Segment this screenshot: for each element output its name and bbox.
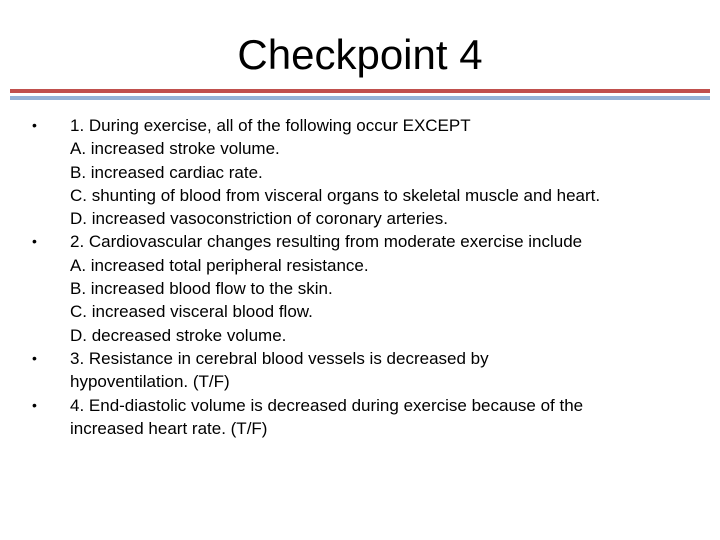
- answer-option: D. decreased stroke volume.: [70, 325, 287, 345]
- question-text: 3. Resistance in cerebral blood vessels is decreased by: [70, 348, 489, 368]
- question-list: [32, 114, 702, 440]
- answer-option: B. increased cardiac rate.: [70, 162, 263, 182]
- bullet-icon: •: [32, 396, 37, 413]
- question-item-1: [32, 114, 702, 230]
- bullet-icon: •: [32, 117, 37, 133]
- answer-option: B. increased blood flow to the skin.: [70, 279, 333, 299]
- title-underline-blue: [10, 96, 710, 100]
- question-text: 2. Cardiovascular changes resulting from moderate exercise include: [70, 232, 583, 252]
- bullet-icon: •: [32, 349, 37, 366]
- question-text-continued: hypoventilation. (T/F): [70, 372, 230, 392]
- bullet-icon: •: [32, 233, 37, 250]
- answer-option: A. increased stroke volume.: [70, 139, 280, 159]
- answer-option: D. increased vasoconstriction of coronary arteries.: [70, 209, 448, 229]
- answer-option: C. increased visceral blood flow.: [70, 302, 313, 322]
- question-item-4: [32, 394, 702, 441]
- question-text: 1. During exercise, all of the following occur EXCEPT: [70, 116, 471, 135]
- question-item-3: [32, 347, 702, 394]
- question-text-continued: increased heart rate. (T/F): [70, 418, 268, 438]
- question-text: 4. End-diastolic volume is decreased during exercise because of the: [70, 395, 584, 415]
- answer-option: A. increased total peripheral resistance.: [70, 255, 369, 275]
- slide-title: Checkpoint 4: [237, 31, 483, 78]
- question-item-2: [32, 230, 702, 346]
- answer-option: C. shunting of blood from visceral organs to skeletal muscle and heart.: [70, 185, 601, 205]
